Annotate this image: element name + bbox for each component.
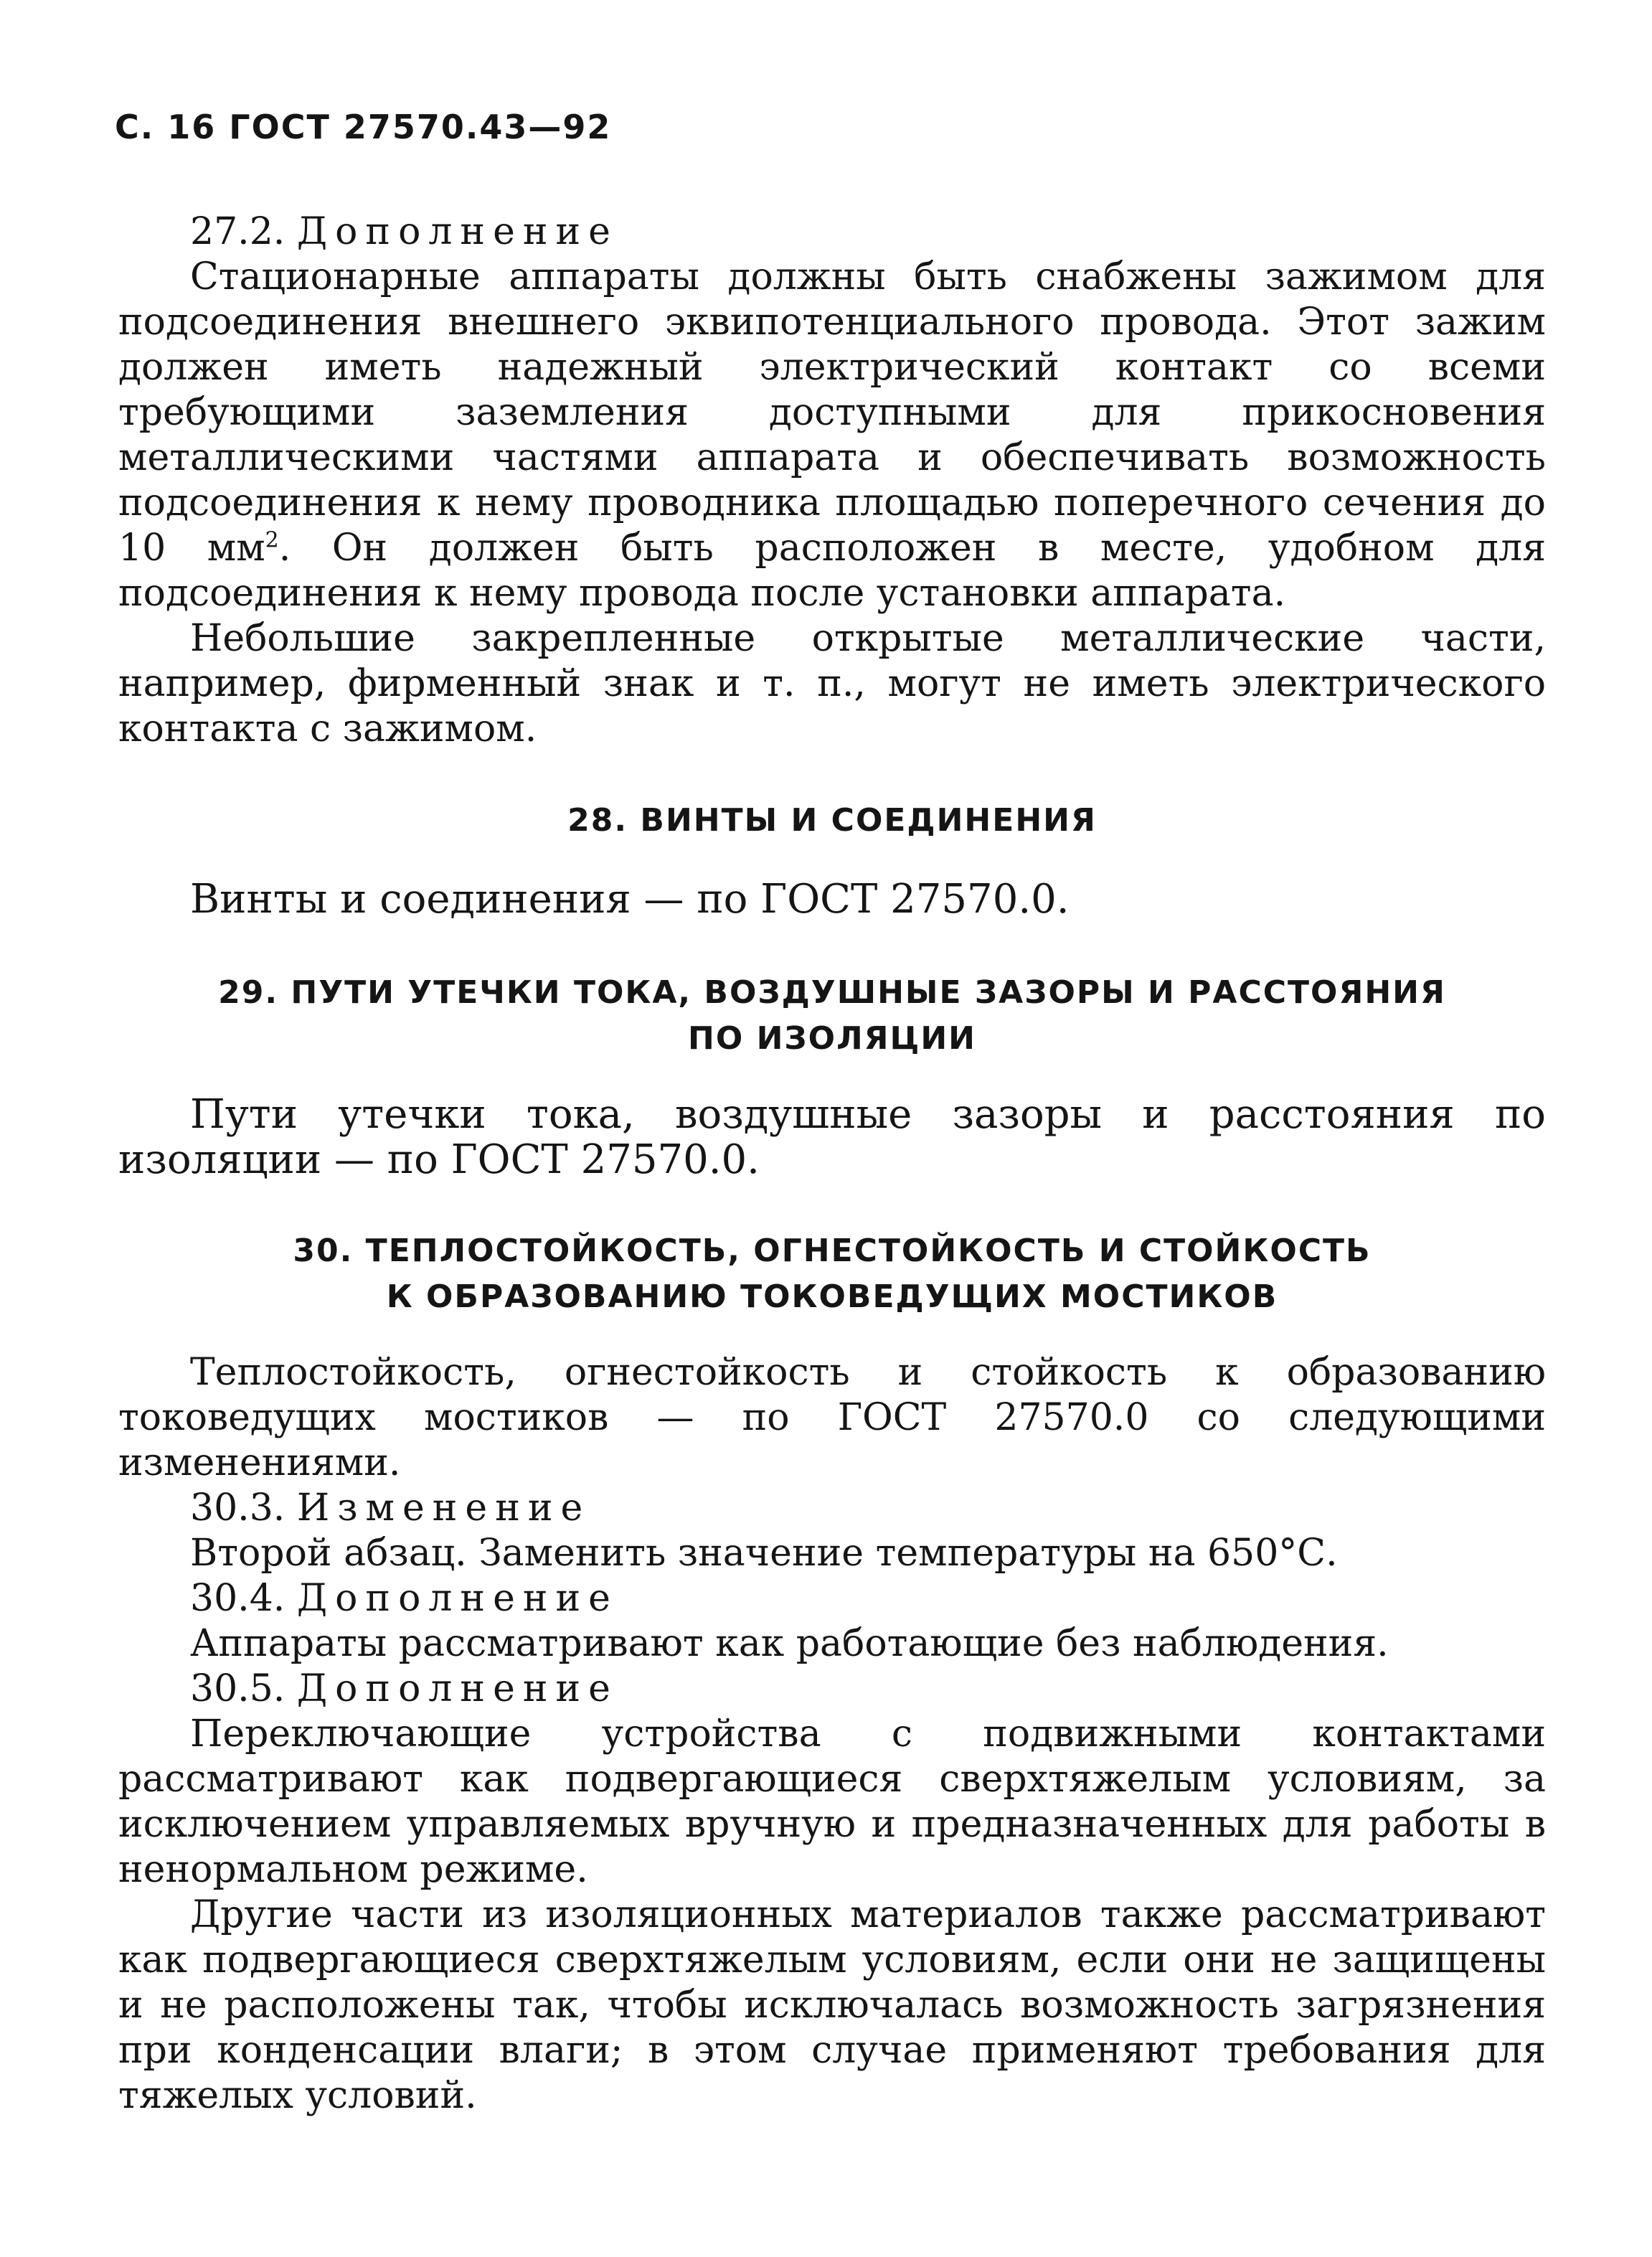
clause-type: Дополнение bbox=[296, 1577, 618, 1620]
clause-number: 30.5. bbox=[190, 1667, 285, 1710]
paragraph-text: Стационарные аппараты должны быть снабжены зажимом для подсоединения внешнего эквипотенциального провода. Этот зажим должен иметь надежный электрический контакт со всеми требующими заземления доступными для прикосновения металлическими частями аппарата и обеспечивать возможность подсоединения к нему проводника площадью поперечного сечения до 10 мм bbox=[118, 255, 1546, 570]
clause-type: Дополнение bbox=[296, 210, 618, 253]
section-28 bbox=[118, 877, 1546, 922]
paragraph-28: Винты и соединения — по ГОСТ 27570.0. bbox=[190, 876, 1070, 923]
clause-type: Изменение bbox=[296, 1486, 591, 1530]
paragraph-text-cont: . Он должен быть расположен в месте, удобном для подсоединения к нему провода после установки аппарата. bbox=[118, 527, 1546, 615]
paragraph-30-3: Второй абзац. Заменить значение температуры на 650°С. bbox=[190, 1532, 1338, 1575]
clause-number: 30.4. bbox=[190, 1577, 285, 1620]
paragraph-27-2-2: Небольшие закрепленные открытые металлические части, например, фирменный знак и т. п., могут не иметь электрического контакта с зажимом. bbox=[118, 617, 1546, 750]
section-29 bbox=[118, 1092, 1546, 1182]
paragraph-30-5-2: Другие части из изоляционных материалов также рассматривают как подвергающиеся сверхтяжелым условиям, если они не защищены и не расположены так, чтобы исключалась возможность загрязнения при конденсации влаги; в этом случае применяют требования для тяжелых условий. bbox=[118, 1893, 1546, 2117]
clause-number: 30.3. bbox=[190, 1486, 285, 1530]
clause-number: 27.2. bbox=[190, 210, 285, 253]
section-heading-29-line2: ПО ИЗОЛЯЦИИ bbox=[688, 1020, 976, 1057]
paragraph-27-2-1 bbox=[118, 255, 1546, 616]
clause-label-30-4 bbox=[118, 1576, 1546, 1621]
paragraph-30: Теплостойкость, огнестойкость и стойкость к образованию токоведущих мостиков — по ГОСТ 27570.0 со следующими изменениями. bbox=[118, 1351, 1546, 1484]
paragraph-29: Пути утечки тока, воздушные зазоры и расстояния по изоляции — по ГОСТ 27570.0. bbox=[118, 1091, 1546, 1183]
clause-label-30-5 bbox=[118, 1667, 1546, 1712]
section-heading-30-line2: К ОБРАЗОВАНИЮ ТОКОВЕДУЩИХ МОСТИКОВ bbox=[386, 1278, 1278, 1315]
paragraph-30-4: Аппараты рассматривают как работающие без наблюдения. bbox=[190, 1622, 1389, 1665]
section-30 bbox=[118, 1350, 1546, 2119]
superscript: 2 bbox=[265, 527, 279, 553]
section-heading-30-line1: 30. ТЕПЛОСТОЙКОСТЬ, ОГНЕСТОЙКОСТЬ И СТОЙКОСТЬ bbox=[293, 1233, 1372, 1269]
paragraph-30-5-1: Переключающие устройства с подвижными контактами рассматривают как подвергающиеся сверхтяжелым условиям, за исключением управляемых вручную и предназначенных для работы в ненормальном режиме. bbox=[118, 1712, 1546, 1891]
section-heading-28: 28. ВИНТЫ И СОЕДИНЕНИЯ bbox=[567, 802, 1097, 839]
page-header: С. 16 ГОСТ 27570.43—92 bbox=[115, 108, 612, 146]
section-27-2 bbox=[118, 209, 1546, 752]
clause-label-30-3 bbox=[118, 1486, 1546, 1531]
section-heading-29-line1: 29. ПУТИ УТЕЧКИ ТОКА, ВОЗДУШНЫЕ ЗАЗОРЫ И РАССТОЯНИЯ bbox=[218, 974, 1446, 1011]
clause-type: Дополнение bbox=[296, 1667, 618, 1710]
clause-label-27-2 bbox=[118, 209, 1546, 255]
